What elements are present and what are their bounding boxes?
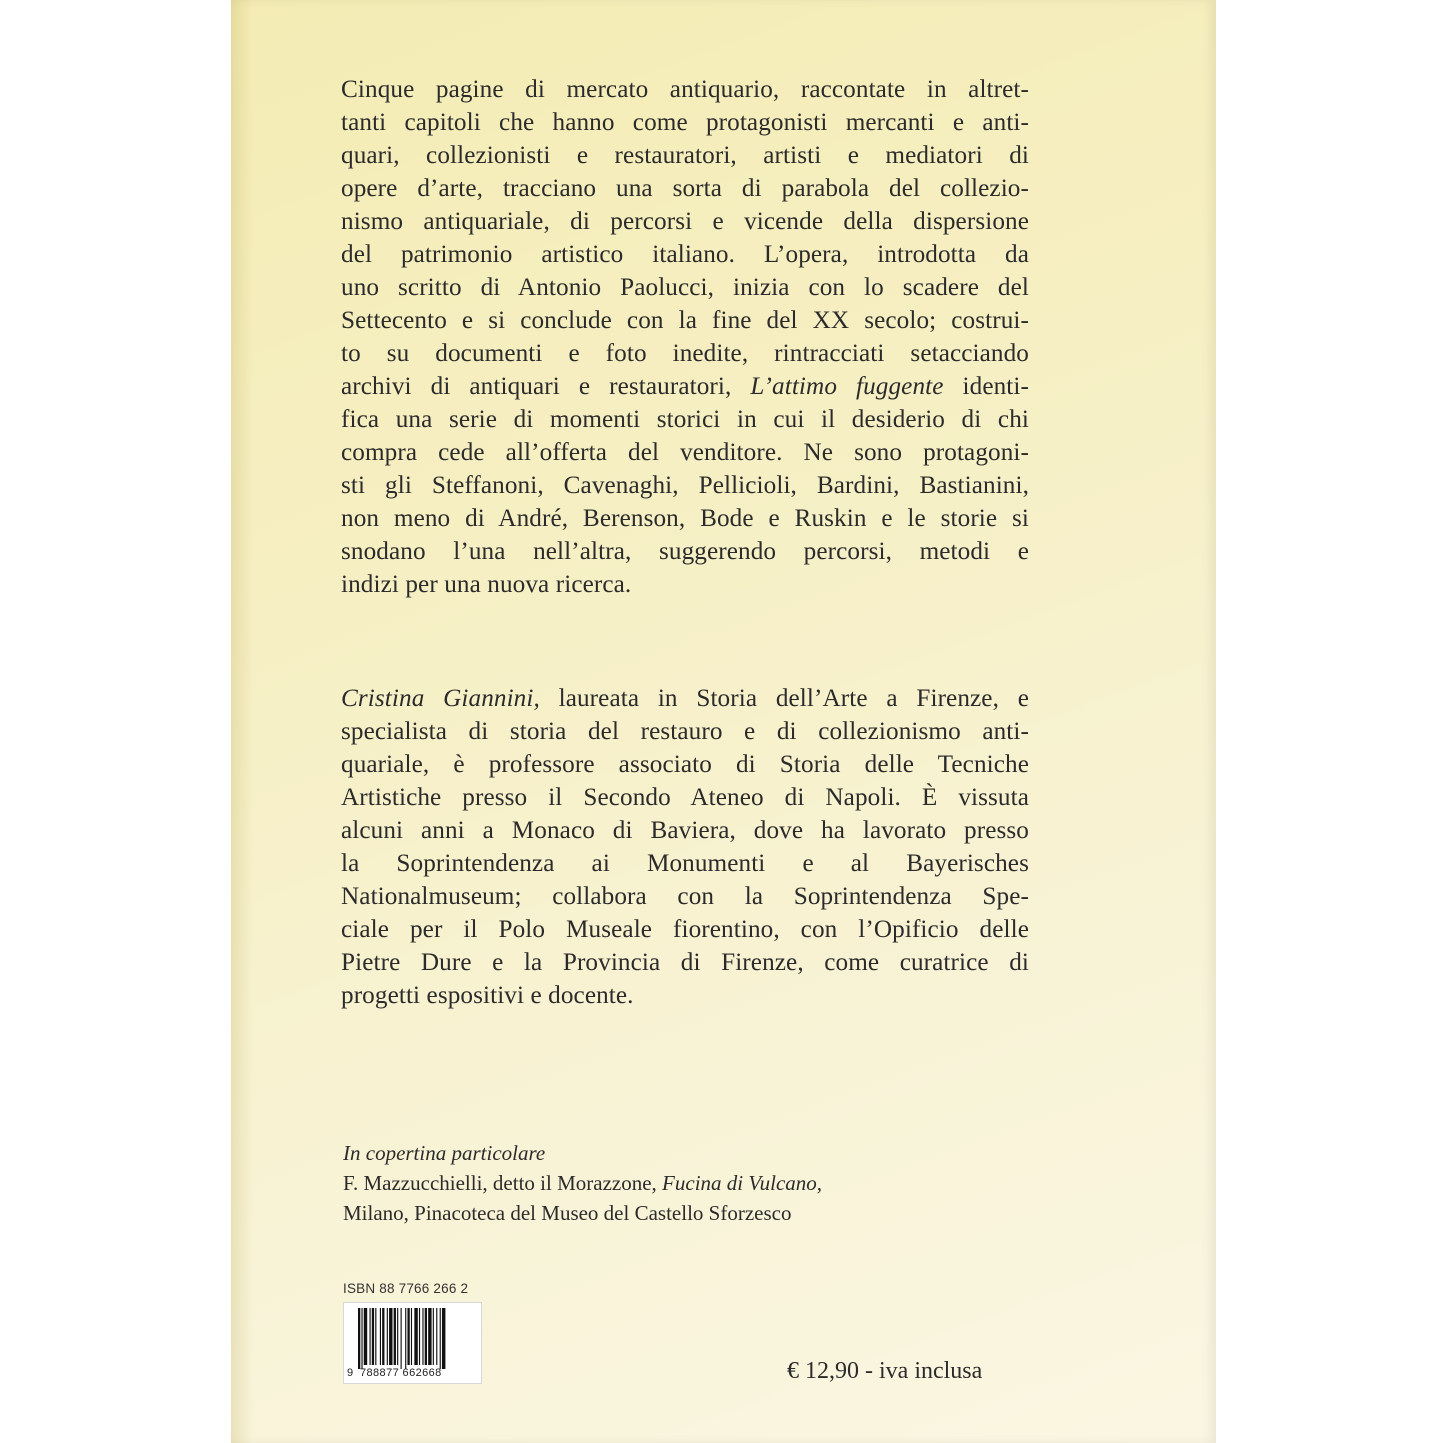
barcode-bar: [389, 1308, 392, 1365]
barcode-bar: [433, 1308, 434, 1365]
barcode-bar: [436, 1308, 437, 1365]
author-bio-first-line: [341, 682, 1029, 715]
blurb-line: to su documenti e foto inedite, rintracciati setacciando: [341, 340, 1029, 367]
barcode-bar: [397, 1308, 398, 1365]
author-bio-line: quariale, è professore associato di Storia delle Tecniche: [341, 751, 1029, 778]
author-bio-line: Artistiche presso il Secondo Ateneo di Napoli. È vissuta: [341, 784, 1029, 811]
blurb-line: indizi per una nuova ricerca.: [341, 571, 632, 598]
author-bio-line: ciale per il Polo Museale fiorentino, con l’Opificio delle: [341, 916, 1029, 943]
barcode-bar: [405, 1308, 406, 1369]
author-name: Cristina Giannini,: [341, 685, 540, 712]
cover-credit-artwork: [343, 1168, 963, 1198]
blurb-line-start: archivi di antiquari e restauratori,: [341, 373, 732, 400]
blurb-line: quari, collezionisti e restauratori, artisti e mediatori di: [341, 142, 1029, 169]
isbn-label: ISBN 88 7766 266 2: [343, 1281, 469, 1296]
blurb-line: uno scritto di Antonio Paolucci, inizia con lo scadere del: [341, 274, 1029, 301]
price-label: € 12,90 - iva inclusa: [787, 1358, 983, 1384]
barcode-bar: [382, 1308, 384, 1365]
barcode-bar: [364, 1308, 367, 1365]
author-bio-line: la Soprintendenza ai Monumenti e al Bayerisches: [341, 850, 1029, 877]
barcode-bar: [428, 1308, 431, 1365]
cover-credit: [343, 1138, 963, 1228]
barcode-bar: [387, 1308, 388, 1365]
barcode-bar: [419, 1308, 420, 1365]
author-bio-line: alcuni anni a Monaco di Baviera, dove ha lavorato presso: [341, 817, 1029, 844]
barcode-bar: [401, 1308, 402, 1369]
cover-credit-artist: F. Mazzucchielli, detto il Morazzone,: [343, 1171, 657, 1195]
barcode-bar: [425, 1308, 427, 1365]
book-title-italic: L’attimo fuggente: [750, 373, 944, 400]
barcode-bar: [372, 1308, 374, 1365]
blurb-line: snodano l’una nell’altra, suggerendo percorsi, metodi e: [341, 538, 1029, 565]
author-bio-line: progetti espositivi e docente.: [341, 982, 634, 1009]
barcode-bar: [440, 1308, 441, 1369]
author-bio-line-rest: laureata in Storia dell’Arte a Firenze, e: [558, 685, 1029, 712]
barcode-bar: [407, 1308, 409, 1365]
cover-spine-shadow: [231, 0, 253, 1443]
barcode-bar: [394, 1308, 396, 1365]
cover-credit-heading: In copertina particolare: [343, 1141, 546, 1165]
blurb-line: tanti capitoli che hanno come protagonisti mercanti e anti-: [341, 109, 1029, 136]
blurb-line: Cinque pagine di mercato antiquario, raccontate in altret-: [341, 76, 1029, 103]
cover-credit-artwork-title: Fucina di Vulcano,: [662, 1171, 823, 1195]
cover-credit-location: Milano, Pinacoteca del Museo del Castello Sforzesco: [343, 1201, 792, 1225]
author-bio-line: Pietre Dure e la Provincia di Firenze, come curatrice di: [341, 949, 1029, 976]
barcode-bars: [358, 1308, 476, 1369]
barcode-bar: [422, 1308, 423, 1365]
author-bio-line: Nationalmuseum; collabora con la Soprintendenza Spe-: [341, 883, 1029, 910]
blurb-line: nismo antiquariale, di percorsi e vicende della dispersione: [341, 208, 1029, 235]
barcode-bar: [442, 1308, 445, 1369]
barcode-bar: [370, 1308, 371, 1365]
barcode-bar: [380, 1308, 381, 1365]
barcode-bar: [375, 1308, 376, 1365]
barcode: [343, 1302, 482, 1384]
barcode-bar: [411, 1308, 412, 1365]
blurb-line-end: identi-: [962, 373, 1029, 400]
barcode-bar: [358, 1308, 360, 1369]
barcode-bar: [361, 1308, 362, 1369]
blurb-line: non meno di André, Berenson, Bode e Ruskin e le storie si: [341, 505, 1029, 532]
barcode-lead-digit: 9: [347, 1367, 354, 1379]
author-bio: [341, 682, 1029, 1012]
blurb-line: sti gli Steffanoni, Cavenaghi, Pellicioli, Bardini, Bastianini,: [341, 472, 1029, 499]
blurb-line-with-title: [341, 370, 1029, 403]
blurb-line: fica una serie di momenti storici in cui il desiderio di chi: [341, 406, 1029, 433]
blurb-line: Settecento e si conclude con la fine del XX secolo; costrui-: [341, 307, 1029, 334]
blurb-line: opere d’arte, tracciano una sorta di parabola del collezio-: [341, 175, 1029, 202]
blurb-line: compra cede all’offerta del venditore. Ne sono protagoni-: [341, 439, 1029, 466]
author-bio-line: specialista di storia del restauro e di collezionismo anti-: [341, 718, 1029, 745]
barcode-digits: [344, 1367, 481, 1381]
book-blurb: [341, 73, 1029, 601]
blurb-line: del patrimonio artistico italiano. L’opera, introdotta da: [341, 241, 1029, 268]
barcode-number: 788877 662668: [360, 1367, 442, 1379]
barcode-bar: [414, 1308, 417, 1365]
